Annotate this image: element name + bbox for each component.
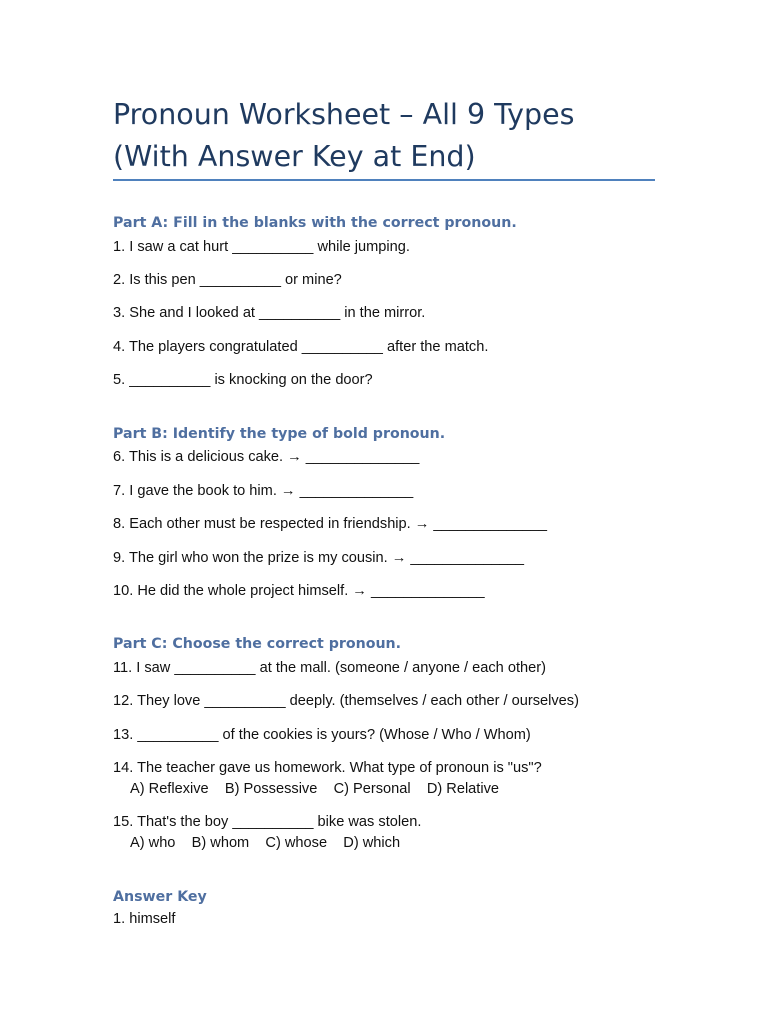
- answer-key-heading: Answer Key: [113, 889, 207, 905]
- question-2: 2. Is this pen __________ or mine?: [113, 272, 342, 288]
- question-14: 14. The teacher gave us homework. What type of pronoun is "us"?: [113, 760, 542, 776]
- question-6: 6. This is a delicious cake. → ______________: [113, 449, 420, 465]
- question-3: 3. She and I looked at __________ in the mirror.: [113, 305, 426, 321]
- question-10: 10. He did the whole project himself. → ______________: [113, 583, 485, 599]
- question-14-options: A) Reflexive B) Possessive C) Personal D) Relative: [130, 781, 500, 797]
- answer-1: 1. himself: [113, 911, 176, 927]
- question-15-options: A) who B) whom C) whose D) which: [130, 835, 401, 851]
- title-underline: [113, 179, 655, 181]
- part-a-heading: Part A: Fill in the blanks with the correct pronoun.: [113, 215, 517, 231]
- part-c-heading: Part C: Choose the correct pronoun.: [113, 636, 402, 652]
- question-5: 5. __________ is knocking on the door?: [113, 372, 373, 388]
- question-9: 9. The girl who won the prize is my cousin. → ______________: [113, 550, 525, 566]
- question-13: 13. __________ of the cookies is yours? (Whose / Who / Whom): [113, 727, 531, 743]
- part-b-heading: Part B: Identify the type of bold pronoun.: [113, 426, 446, 442]
- question-8: 8. Each other must be respected in friendship. → ______________: [113, 516, 548, 532]
- question-12: 12. They love __________ deeply. (themselves / each other / ourselves): [113, 693, 579, 709]
- question-7: 7. I gave the book to him. → ______________: [113, 483, 414, 499]
- question-1: 1. I saw a cat hurt __________ while jumping.: [113, 239, 410, 255]
- page-title: Pronoun Worksheet – All 9 Types (With Answer Key at End): [113, 98, 575, 173]
- question-15: 15. That's the boy __________ bike was stolen.: [113, 814, 422, 830]
- question-4: 4. The players congratulated __________ after the match.: [113, 339, 489, 355]
- question-11: 11. I saw __________ at the mall. (someone / anyone / each other): [113, 660, 546, 676]
